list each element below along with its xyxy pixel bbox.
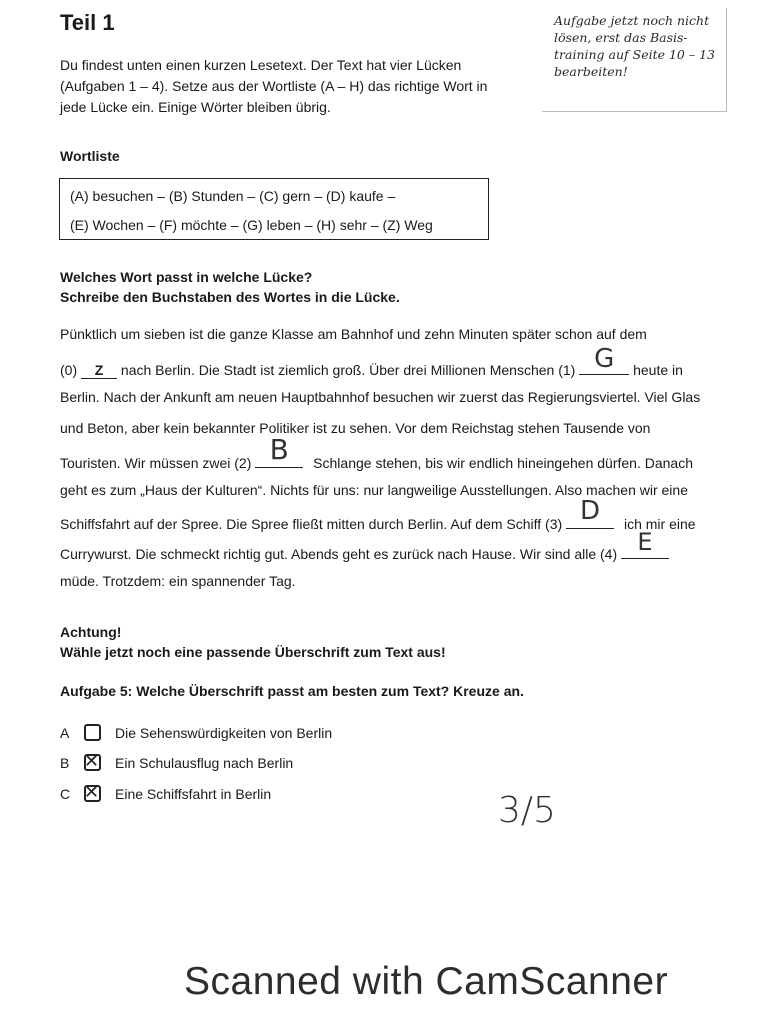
- camscanner-watermark: Scanned with CamScanner: [184, 960, 669, 1003]
- aufgabe-5-title: Aufgabe 5: Welche Überschrift passt am besten zum Text? Kreuze an.: [60, 683, 524, 699]
- wordlist-box: [59, 178, 489, 240]
- option-letter: C: [60, 785, 71, 802]
- achtung-line: Achtung!: [60, 624, 122, 640]
- option-label: Die Sehenswürdigkeiten von Berlin: [115, 724, 333, 741]
- note-line: lösen, erst das Basis-: [554, 30, 688, 45]
- gap-3[interactable]: [566, 496, 614, 529]
- option-label: Eine Schiffsfahrt in Berlin: [115, 785, 272, 802]
- checkbox[interactable]: [84, 724, 101, 741]
- option-letter: A: [60, 724, 70, 741]
- option-label: Ein Schulausflug nach Berlin: [115, 754, 294, 771]
- task-heading: [60, 267, 400, 307]
- text-line-9: müde. Trotzdem: ein spannender Tag.: [60, 573, 296, 589]
- task-line: Schreibe den Buchstaben des Wortes in die Lücke.: [60, 289, 400, 305]
- text-segment: Currywurst. Die schmeckt richtig gut. Abends geht es zurück nach Hause. Wir sind alle (4): [60, 546, 618, 562]
- handwritten-score: 3/5: [498, 790, 556, 831]
- task-line: Welches Wort passt in welche Lücke?: [60, 269, 313, 285]
- option-b[interactable]: [60, 751, 294, 772]
- wordlist-title: Wortliste: [60, 148, 120, 164]
- instruction-line: Du findest unten einen kurzen Lesetext. Der Text hat vier Lücken: [60, 57, 462, 73]
- instructions: [60, 55, 500, 118]
- wordlist-row: (E) Wochen – (F) möchte – (G) leben – (H) sehr – (Z) Weg: [70, 217, 433, 233]
- text-line-5: [60, 433, 693, 471]
- page-title: Teil 1: [60, 10, 115, 35]
- checkmark-icon: ✕: [84, 751, 100, 772]
- handwritten-note: [542, 8, 727, 112]
- text-line-3: Berlin. Nach der Ankunft am neuen Hauptbahnhof besuchen wir zuerst das Regierungsviertel. Viel Glas: [60, 389, 701, 405]
- instruction-line: (Aufgaben 1 – 4). Setze aus der Wortliste (A – H) das richtige Wort in: [60, 78, 488, 94]
- wordlist-row: (A) besuchen – (B) Stunden – (C) gern – (D) kaufe –: [70, 188, 396, 204]
- text-line-7: [60, 496, 696, 532]
- text-segment: nach Berlin. Die Stadt ist ziemlich groß. Über drei Millionen Menschen (1): [120, 362, 576, 378]
- text-segment: ich mir eine: [623, 516, 696, 532]
- option-letter: B: [60, 754, 70, 771]
- note-line: bearbeiten!: [554, 64, 628, 79]
- handwritten-answer: E: [637, 528, 653, 556]
- gap-0: Z: [81, 362, 117, 379]
- checkmark-icon: ✕: [84, 782, 100, 803]
- handwritten-answer: D: [580, 496, 601, 526]
- text-segment: (0): [60, 362, 78, 378]
- text-line-1: Pünktlich um sieben ist die ganze Klasse am Bahnhof und zehn Minuten später schon auf dem: [60, 326, 647, 342]
- text-line-4: und Beton, aber kein bekannter Politiker ist zu sehen. Vor dem Reichstag stehen Tausende von: [60, 420, 651, 436]
- text-segment: Schiffsfahrt auf der Spree. Die Spree fließt mitten durch Berlin. Auf dem Schiff (3): [60, 516, 563, 532]
- gap-2[interactable]: [255, 433, 303, 468]
- note-line: training auf Seite 10 – 13: [554, 47, 715, 62]
- option-c[interactable]: [60, 782, 272, 803]
- option-a[interactable]: [60, 724, 332, 741]
- checkbox[interactable]: [84, 782, 101, 803]
- text-segment: Schlange stehen, bis wir endlich hineingehen dürfen. Danach: [313, 455, 693, 471]
- achtung-line: Wähle jetzt noch eine passende Überschrift zum Text aus!: [60, 644, 446, 660]
- text-segment: Touristen. Wir müssen zwei (2): [60, 455, 252, 471]
- handwritten-answer: G: [594, 344, 615, 374]
- achtung-note: [60, 622, 446, 662]
- note-line: Aufgabe jetzt noch nicht: [554, 13, 710, 28]
- text-line-2: [60, 344, 683, 379]
- instruction-line: jede Lücke ein. Einige Wörter bleiben übrig.: [60, 99, 331, 115]
- gap-1[interactable]: [579, 344, 629, 375]
- handwritten-answer: B: [269, 433, 289, 466]
- text-line-6: geht es zum „Haus der Kulturen“. Nichts für uns: nur langweilige Ausstellungen. Also machen wir eine: [60, 482, 688, 498]
- checkbox[interactable]: [84, 751, 101, 772]
- gap-4[interactable]: [621, 528, 669, 559]
- text-line-8: [60, 528, 669, 562]
- text-segment: heute in: [633, 362, 683, 378]
